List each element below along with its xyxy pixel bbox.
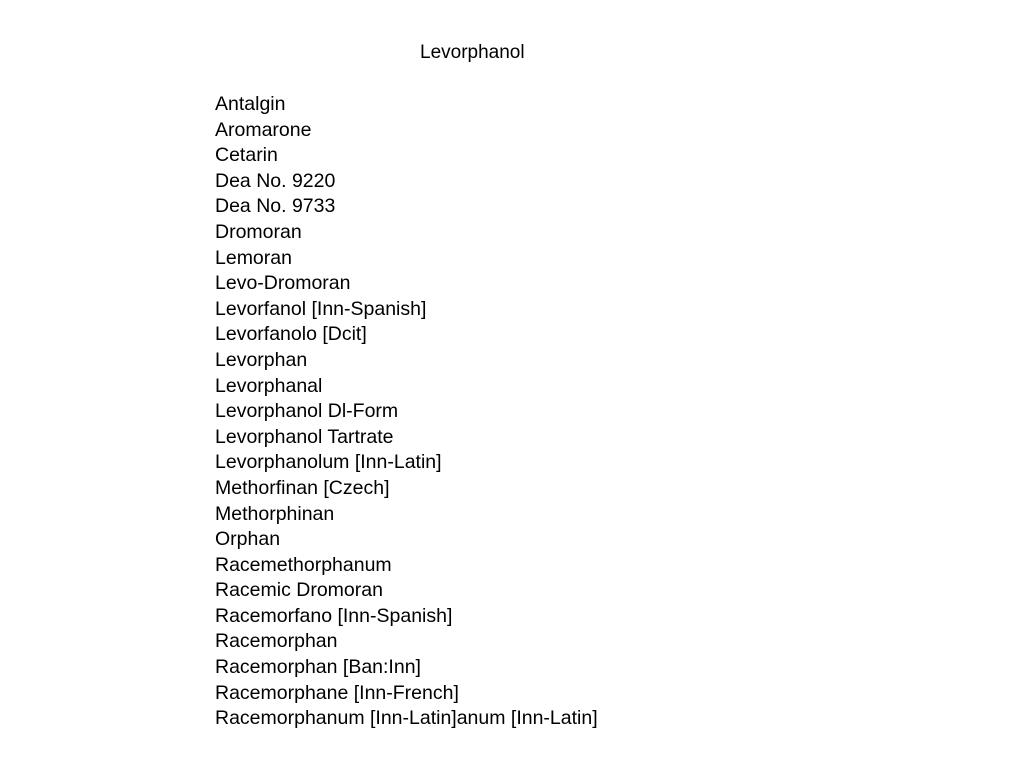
list-item: Levorphan [215, 348, 308, 371]
list-item: Levorphanolum [Inn-Latin] [215, 451, 442, 474]
list-item: Aromarone [215, 118, 312, 141]
list-item: Racemorphanum [Inn-Latin]anum [Inn-Latin] [215, 707, 598, 730]
list-item: Methorphinan [215, 502, 335, 525]
list-item: Cetarin [215, 144, 278, 167]
list-item: Racemorfano [Inn-Spanish] [215, 604, 453, 627]
list-item: Levorphanol Dl-Form [215, 400, 399, 423]
list-item: Levorphanal [215, 374, 323, 397]
list-item: Racemorphane [Inn-French] [215, 681, 459, 704]
list-item: Levorphanol Tartrate [215, 425, 394, 448]
list-item: Antalgin [215, 93, 286, 115]
list-item: Levo-Dromoran [215, 272, 351, 295]
list-item: Levorfanol [Inn-Spanish] [215, 297, 427, 320]
synonym-list [215, 92, 598, 732]
list-item: Dromoran [215, 220, 302, 243]
list-item: Racemorphan [215, 630, 338, 653]
list-item: Dea No. 9733 [215, 195, 336, 218]
page-title: Levorphanol [420, 42, 525, 63]
list-item: Methorfinan [Czech] [215, 476, 390, 499]
list-item: Racemic Dromoran [215, 579, 383, 602]
list-item: Lemoran [215, 246, 292, 269]
list-item: Orphan [215, 528, 281, 551]
list-item: Racemethorphanum [215, 553, 392, 576]
list-item: Dea No. 9220 [215, 169, 336, 192]
list-item: Racemorphan [Ban:Inn] [215, 656, 421, 679]
list-item: Levorfanolo [Dcit] [215, 323, 367, 346]
